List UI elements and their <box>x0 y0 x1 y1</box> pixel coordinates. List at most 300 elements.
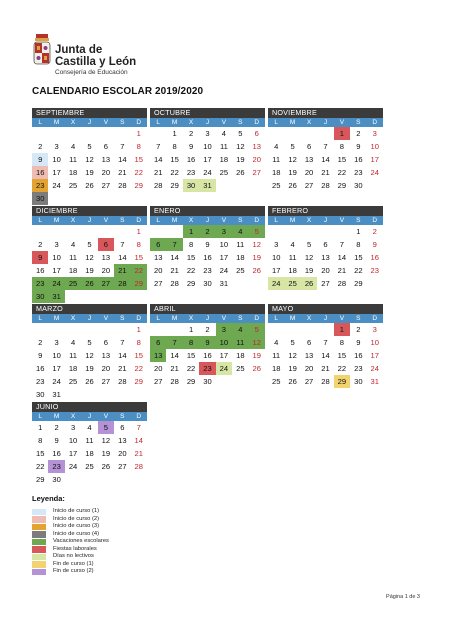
day-cell: 15 <box>134 351 143 360</box>
day-cell: 28 <box>321 377 330 386</box>
day-cell: 5 <box>98 421 114 434</box>
day-cell: 21 <box>170 364 179 373</box>
day-cell: 10 <box>203 142 212 151</box>
day-cell: 7 <box>120 240 125 249</box>
day-cell: 20 <box>101 364 111 373</box>
day-cell: 14 <box>170 253 179 262</box>
day-cell: 5 <box>249 323 265 336</box>
day-cell: 8 <box>172 142 177 151</box>
empty-cell <box>32 127 48 140</box>
day-cell: 28 <box>337 279 347 288</box>
day-cell: 29 <box>337 181 347 190</box>
day-cell: 12 <box>288 351 297 360</box>
day-cell: 6 <box>306 142 312 151</box>
day-cell: 14 <box>321 155 330 164</box>
day-cell: 9 <box>356 338 361 347</box>
empty-cell <box>334 225 350 238</box>
day-cell: 21 <box>118 168 127 177</box>
empty-cell <box>317 323 333 336</box>
day-cell: 22 <box>186 364 196 373</box>
day-cell: 8 <box>356 240 361 249</box>
day-grid <box>268 225 383 290</box>
day-cell: 12 <box>249 336 265 349</box>
day-cell: 11 <box>85 436 94 445</box>
day-cell: 22 <box>134 364 143 373</box>
weekday-label: L <box>156 119 161 126</box>
weekday-label: M <box>171 217 178 224</box>
day-cell: 16 <box>35 266 45 275</box>
day-cell: 18 <box>68 266 78 275</box>
day-cell: 15 <box>354 253 363 262</box>
empty-cell <box>65 323 81 336</box>
empty-cell <box>114 127 130 140</box>
month-septiembre <box>32 108 147 205</box>
day-cell: 9 <box>38 351 43 360</box>
day-cell: 8 <box>339 338 345 347</box>
weekday-label: J <box>323 315 328 322</box>
day-cell: 18 <box>236 253 245 262</box>
day-cell: 10 <box>52 351 61 360</box>
empty-cell <box>317 127 333 140</box>
legend-item <box>32 546 109 554</box>
day-cell: 22 <box>337 364 347 373</box>
day-cell: 30 <box>52 475 61 484</box>
empty-cell <box>150 127 166 140</box>
day-cell: 26 <box>301 277 317 290</box>
month-title: OCTUBRE <box>150 108 265 118</box>
day-cell: 27 <box>101 181 111 190</box>
day-cell: 18 <box>271 364 281 373</box>
day-cell: 3 <box>205 129 210 138</box>
page-footer: Página 1 de 3 <box>386 594 420 600</box>
day-cell: 7 <box>166 336 182 349</box>
weekday-header <box>32 118 147 127</box>
weekday-label: S <box>238 119 243 126</box>
day-cell: 24 <box>203 168 212 177</box>
day-cell: 14 <box>134 436 143 445</box>
day-cell: 8 <box>136 240 141 249</box>
day-cell: 2 <box>372 227 377 236</box>
day-cell: 2 <box>38 240 43 249</box>
legend-item <box>32 523 109 531</box>
day-cell: 17 <box>68 449 78 458</box>
day-cell: 6 <box>150 336 166 349</box>
day-cell: 14 <box>118 351 127 360</box>
weekday-header <box>150 314 265 323</box>
day-cell: 26 <box>252 266 261 275</box>
empty-cell <box>284 323 300 336</box>
day-cell: 1 <box>136 129 141 138</box>
weekday-label: D <box>372 119 378 126</box>
weekday-label: L <box>38 315 43 322</box>
day-cell: 27 <box>118 462 127 471</box>
day-cell: 12 <box>252 240 261 249</box>
weekday-label: X <box>70 413 76 420</box>
weekday-header <box>268 216 383 225</box>
weekday-label: D <box>254 315 260 322</box>
month-enero <box>150 206 265 290</box>
weekday-label: X <box>70 315 76 322</box>
day-cell: 12 <box>288 155 297 164</box>
day-cell: 25 <box>68 377 78 386</box>
day-cell: 13 <box>101 351 111 360</box>
logo <box>32 32 172 80</box>
empty-cell <box>301 225 317 238</box>
day-cell: 10 <box>68 436 78 445</box>
day-cell: 28 <box>153 181 163 190</box>
weekday-label: J <box>87 119 92 126</box>
empty-cell <box>32 225 48 238</box>
day-cell: 31 <box>199 179 215 192</box>
empty-cell <box>81 225 97 238</box>
empty-cell <box>81 127 97 140</box>
day-cell: 22 <box>354 266 363 275</box>
month-title: DICIEMBRE <box>32 206 147 216</box>
day-cell: 17 <box>219 351 229 360</box>
day-cell: 31 <box>52 390 61 399</box>
month-marzo <box>32 304 147 401</box>
weekday-label: V <box>103 119 109 126</box>
day-cell: 5 <box>238 129 243 138</box>
day-cell: 30 <box>203 377 212 386</box>
day-cell: 9 <box>199 336 215 349</box>
day-cell: 31 <box>48 290 64 303</box>
month-octubre <box>150 108 265 192</box>
empty-cell <box>48 323 64 336</box>
weekday-label: V <box>221 217 227 224</box>
day-cell: 1 <box>334 323 350 336</box>
empty-cell <box>284 225 300 238</box>
day-cell: 6 <box>103 338 109 347</box>
day-cell: 26 <box>85 181 94 190</box>
day-cell: 13 <box>101 155 111 164</box>
weekday-label: X <box>188 315 194 322</box>
day-cell: 21 <box>114 264 130 277</box>
day-cell: 27 <box>98 277 114 290</box>
day-cell: 6 <box>120 423 125 432</box>
day-cell: 20 <box>118 449 127 458</box>
day-cell: 22 <box>186 266 196 275</box>
weekday-label: S <box>238 315 243 322</box>
day-cell: 18 <box>236 351 245 360</box>
day-cell: 22 <box>170 168 179 177</box>
day-cell: 22 <box>337 168 347 177</box>
day-cell: 4 <box>221 129 227 138</box>
day-cell: 27 <box>153 279 163 288</box>
weekday-label: X <box>70 217 76 224</box>
day-cell: 17 <box>271 266 281 275</box>
day-cell: 23 <box>32 179 48 192</box>
day-cell: 9 <box>188 142 194 151</box>
day-cell: 29 <box>131 277 147 290</box>
day-grid <box>150 225 265 290</box>
day-cell: 14 <box>118 155 127 164</box>
day-cell: 25 <box>271 181 281 190</box>
empty-cell <box>98 225 114 238</box>
day-cell: 10 <box>370 338 379 347</box>
day-cell: 11 <box>272 351 281 360</box>
day-cell: 10 <box>216 336 232 349</box>
day-cell: 8 <box>136 338 141 347</box>
day-cell: 26 <box>85 377 94 386</box>
day-cell: 30 <box>203 279 212 288</box>
day-cell: 3 <box>70 423 76 432</box>
day-cell: 9 <box>32 251 48 264</box>
day-cell: 5 <box>87 142 92 151</box>
day-cell: 5 <box>306 240 312 249</box>
legend-label: Días no lectivos <box>53 553 94 560</box>
weekday-label: S <box>356 315 361 322</box>
weekday-label: V <box>221 315 227 322</box>
weekday-label: S <box>356 119 361 126</box>
day-cell: 24 <box>370 168 379 177</box>
day-cell: 5 <box>87 338 92 347</box>
day-cell: 15 <box>134 253 143 262</box>
weekday-label: X <box>306 217 312 224</box>
weekday-label: M <box>289 315 296 322</box>
day-cell: 11 <box>219 142 228 151</box>
day-cell: 16 <box>203 351 212 360</box>
weekday-label: D <box>136 315 142 322</box>
weekday-label: M <box>53 217 60 224</box>
day-cell: 7 <box>120 338 125 347</box>
day-cell: 3 <box>54 142 59 151</box>
day-cell: 12 <box>101 436 111 445</box>
day-cell: 4 <box>232 323 248 336</box>
legend-item <box>32 516 109 524</box>
day-cell: 9 <box>372 240 377 249</box>
day-cell: 28 <box>118 181 127 190</box>
day-cell: 22 <box>134 168 143 177</box>
day-cell: 4 <box>70 240 76 249</box>
day-cell: 29 <box>334 375 350 388</box>
day-cell: 12 <box>304 253 314 262</box>
day-cell: 6 <box>323 240 328 249</box>
empty-cell <box>166 323 182 336</box>
logo-line-2: Castilla y León <box>55 56 137 68</box>
day-cell: 13 <box>321 253 330 262</box>
weekday-header <box>32 412 147 421</box>
day-cell: 19 <box>288 364 297 373</box>
day-cell: 2 <box>356 325 361 334</box>
weekday-label: S <box>120 315 125 322</box>
weekday-label: D <box>254 119 260 126</box>
weekday-label: X <box>306 119 312 126</box>
day-grid <box>32 323 147 401</box>
empty-cell <box>114 323 130 336</box>
day-cell: 20 <box>304 364 314 373</box>
day-cell: 5 <box>290 142 295 151</box>
empty-cell <box>150 225 166 238</box>
legend-item <box>32 561 109 569</box>
weekday-label: L <box>156 315 161 322</box>
empty-cell <box>150 323 166 336</box>
day-cell: 15 <box>134 155 143 164</box>
day-cell: 11 <box>232 336 248 349</box>
day-cell: 7 <box>323 338 328 347</box>
legend-swatch <box>32 554 46 561</box>
day-cell: 21 <box>321 168 330 177</box>
logo-line-3: Consejería de Educación <box>55 69 128 76</box>
day-cell: 24 <box>48 277 64 290</box>
day-cell: 21 <box>321 364 330 373</box>
legend-swatch <box>32 524 46 531</box>
day-cell: 16 <box>186 155 196 164</box>
day-cell: 14 <box>118 253 127 262</box>
weekday-label: S <box>120 217 125 224</box>
weekday-label: X <box>188 217 194 224</box>
day-cell: 7 <box>166 238 182 251</box>
month-noviembre <box>268 108 383 192</box>
day-cell: 20 <box>252 155 261 164</box>
day-cell: 30 <box>35 390 45 399</box>
day-cell: 8 <box>136 142 141 151</box>
day-cell: 9 <box>32 153 48 166</box>
day-cell: 16 <box>370 253 379 262</box>
empty-cell <box>98 323 114 336</box>
weekday-header <box>268 314 383 323</box>
weekday-label: V <box>103 315 109 322</box>
day-cell: 7 <box>323 142 328 151</box>
legend-item <box>32 568 109 576</box>
weekday-header <box>32 216 147 225</box>
empty-cell <box>301 323 317 336</box>
day-cell: 9 <box>54 436 59 445</box>
day-cell: 16 <box>354 155 363 164</box>
legend-swatch <box>32 561 46 568</box>
day-cell: 3 <box>372 129 377 138</box>
day-cell: 4 <box>274 338 279 347</box>
day-cell: 6 <box>150 238 166 251</box>
day-cell: 29 <box>354 279 363 288</box>
day-cell: 24 <box>52 181 61 190</box>
legend-item <box>32 508 109 516</box>
day-cell: 1 <box>172 129 177 138</box>
weekday-label: J <box>205 217 210 224</box>
day-grid <box>150 323 265 388</box>
weekday-label: L <box>38 217 43 224</box>
legend-item <box>32 531 109 539</box>
empty-cell <box>301 127 317 140</box>
day-cell: 8 <box>188 240 194 249</box>
day-cell: 10 <box>52 155 61 164</box>
day-cell: 25 <box>236 266 245 275</box>
day-cell: 10 <box>370 142 379 151</box>
day-cell: 25 <box>271 377 281 386</box>
day-cell: 23 <box>354 364 363 373</box>
month-febrero <box>268 206 383 290</box>
day-cell: 4 <box>290 240 295 249</box>
day-cell: 13 <box>304 351 314 360</box>
day-cell: 30 <box>32 290 48 303</box>
day-cell: 6 <box>103 142 109 151</box>
day-cell: 29 <box>186 377 196 386</box>
weekday-label: M <box>171 315 178 322</box>
day-cell: 16 <box>354 351 363 360</box>
weekday-label: D <box>254 217 260 224</box>
day-cell: 11 <box>288 253 297 262</box>
day-cell: 23 <box>199 362 215 375</box>
weekday-label: S <box>120 119 125 126</box>
day-cell: 15 <box>186 351 196 360</box>
weekday-label: D <box>136 413 142 420</box>
day-cell: 17 <box>370 155 379 164</box>
day-cell: 18 <box>68 364 78 373</box>
day-cell: 10 <box>271 253 281 262</box>
day-cell: 30 <box>354 181 363 190</box>
day-cell: 26 <box>288 181 297 190</box>
day-cell: 4 <box>70 142 76 151</box>
day-cell: 3 <box>54 240 59 249</box>
day-cell: 25 <box>236 364 245 373</box>
day-cell: 3 <box>216 323 232 336</box>
day-cell: 2 <box>356 129 361 138</box>
month-title: NOVIEMBRE <box>268 108 383 118</box>
weekday-label: M <box>53 413 60 420</box>
day-cell: 12 <box>85 155 94 164</box>
day-cell: 17 <box>52 364 61 373</box>
day-cell: 29 <box>134 377 143 386</box>
weekday-label: V <box>103 413 109 420</box>
day-grid <box>268 127 383 192</box>
day-cell: 20 <box>304 168 314 177</box>
legend-item <box>32 538 109 546</box>
day-cell: 2 <box>38 338 43 347</box>
day-cell: 18 <box>288 266 297 275</box>
day-cell: 1 <box>136 325 141 334</box>
weekday-label: S <box>238 217 243 224</box>
weekday-label: V <box>103 217 109 224</box>
day-cell: 19 <box>288 168 297 177</box>
empty-cell <box>48 225 64 238</box>
day-cell: 11 <box>69 155 77 164</box>
month-title: MARZO <box>32 304 147 314</box>
day-cell: 19 <box>252 351 261 360</box>
day-cell: 3 <box>54 338 59 347</box>
empty-cell <box>98 127 114 140</box>
day-cell: 13 <box>153 253 163 262</box>
day-cell: 21 <box>337 266 347 275</box>
month-mayo <box>268 304 383 388</box>
legend-label: Inicio de curso (4) <box>53 530 100 537</box>
day-cell: 18 <box>219 155 229 164</box>
legend-title: Leyenda: <box>32 494 65 503</box>
day-cell: 2 <box>188 129 194 138</box>
day-cell: 17 <box>219 253 229 262</box>
month-title: SEPTIEMBRE <box>32 108 147 118</box>
weekday-label: L <box>274 315 279 322</box>
day-cell: 17 <box>52 266 61 275</box>
day-cell: 1 <box>183 225 199 238</box>
day-cell: 26 <box>252 364 261 373</box>
day-cell: 24 <box>68 462 78 471</box>
day-cell: 15 <box>186 253 196 262</box>
day-cell: 2 <box>199 225 215 238</box>
month-title: FEBRERO <box>268 206 383 216</box>
day-cell: 4 <box>87 423 92 432</box>
day-cell: 30 <box>183 179 199 192</box>
coat-of-arms-icon <box>32 32 52 70</box>
day-cell: 13 <box>304 155 314 164</box>
day-cell: 24 <box>268 277 284 290</box>
weekday-label: V <box>339 119 345 126</box>
day-cell: 14 <box>153 155 163 164</box>
day-cell: 12 <box>236 142 245 151</box>
day-cell: 20 <box>101 266 111 275</box>
day-cell: 16 <box>35 364 45 373</box>
day-cell: 23 <box>186 168 196 177</box>
day-cell: 29 <box>35 475 45 484</box>
